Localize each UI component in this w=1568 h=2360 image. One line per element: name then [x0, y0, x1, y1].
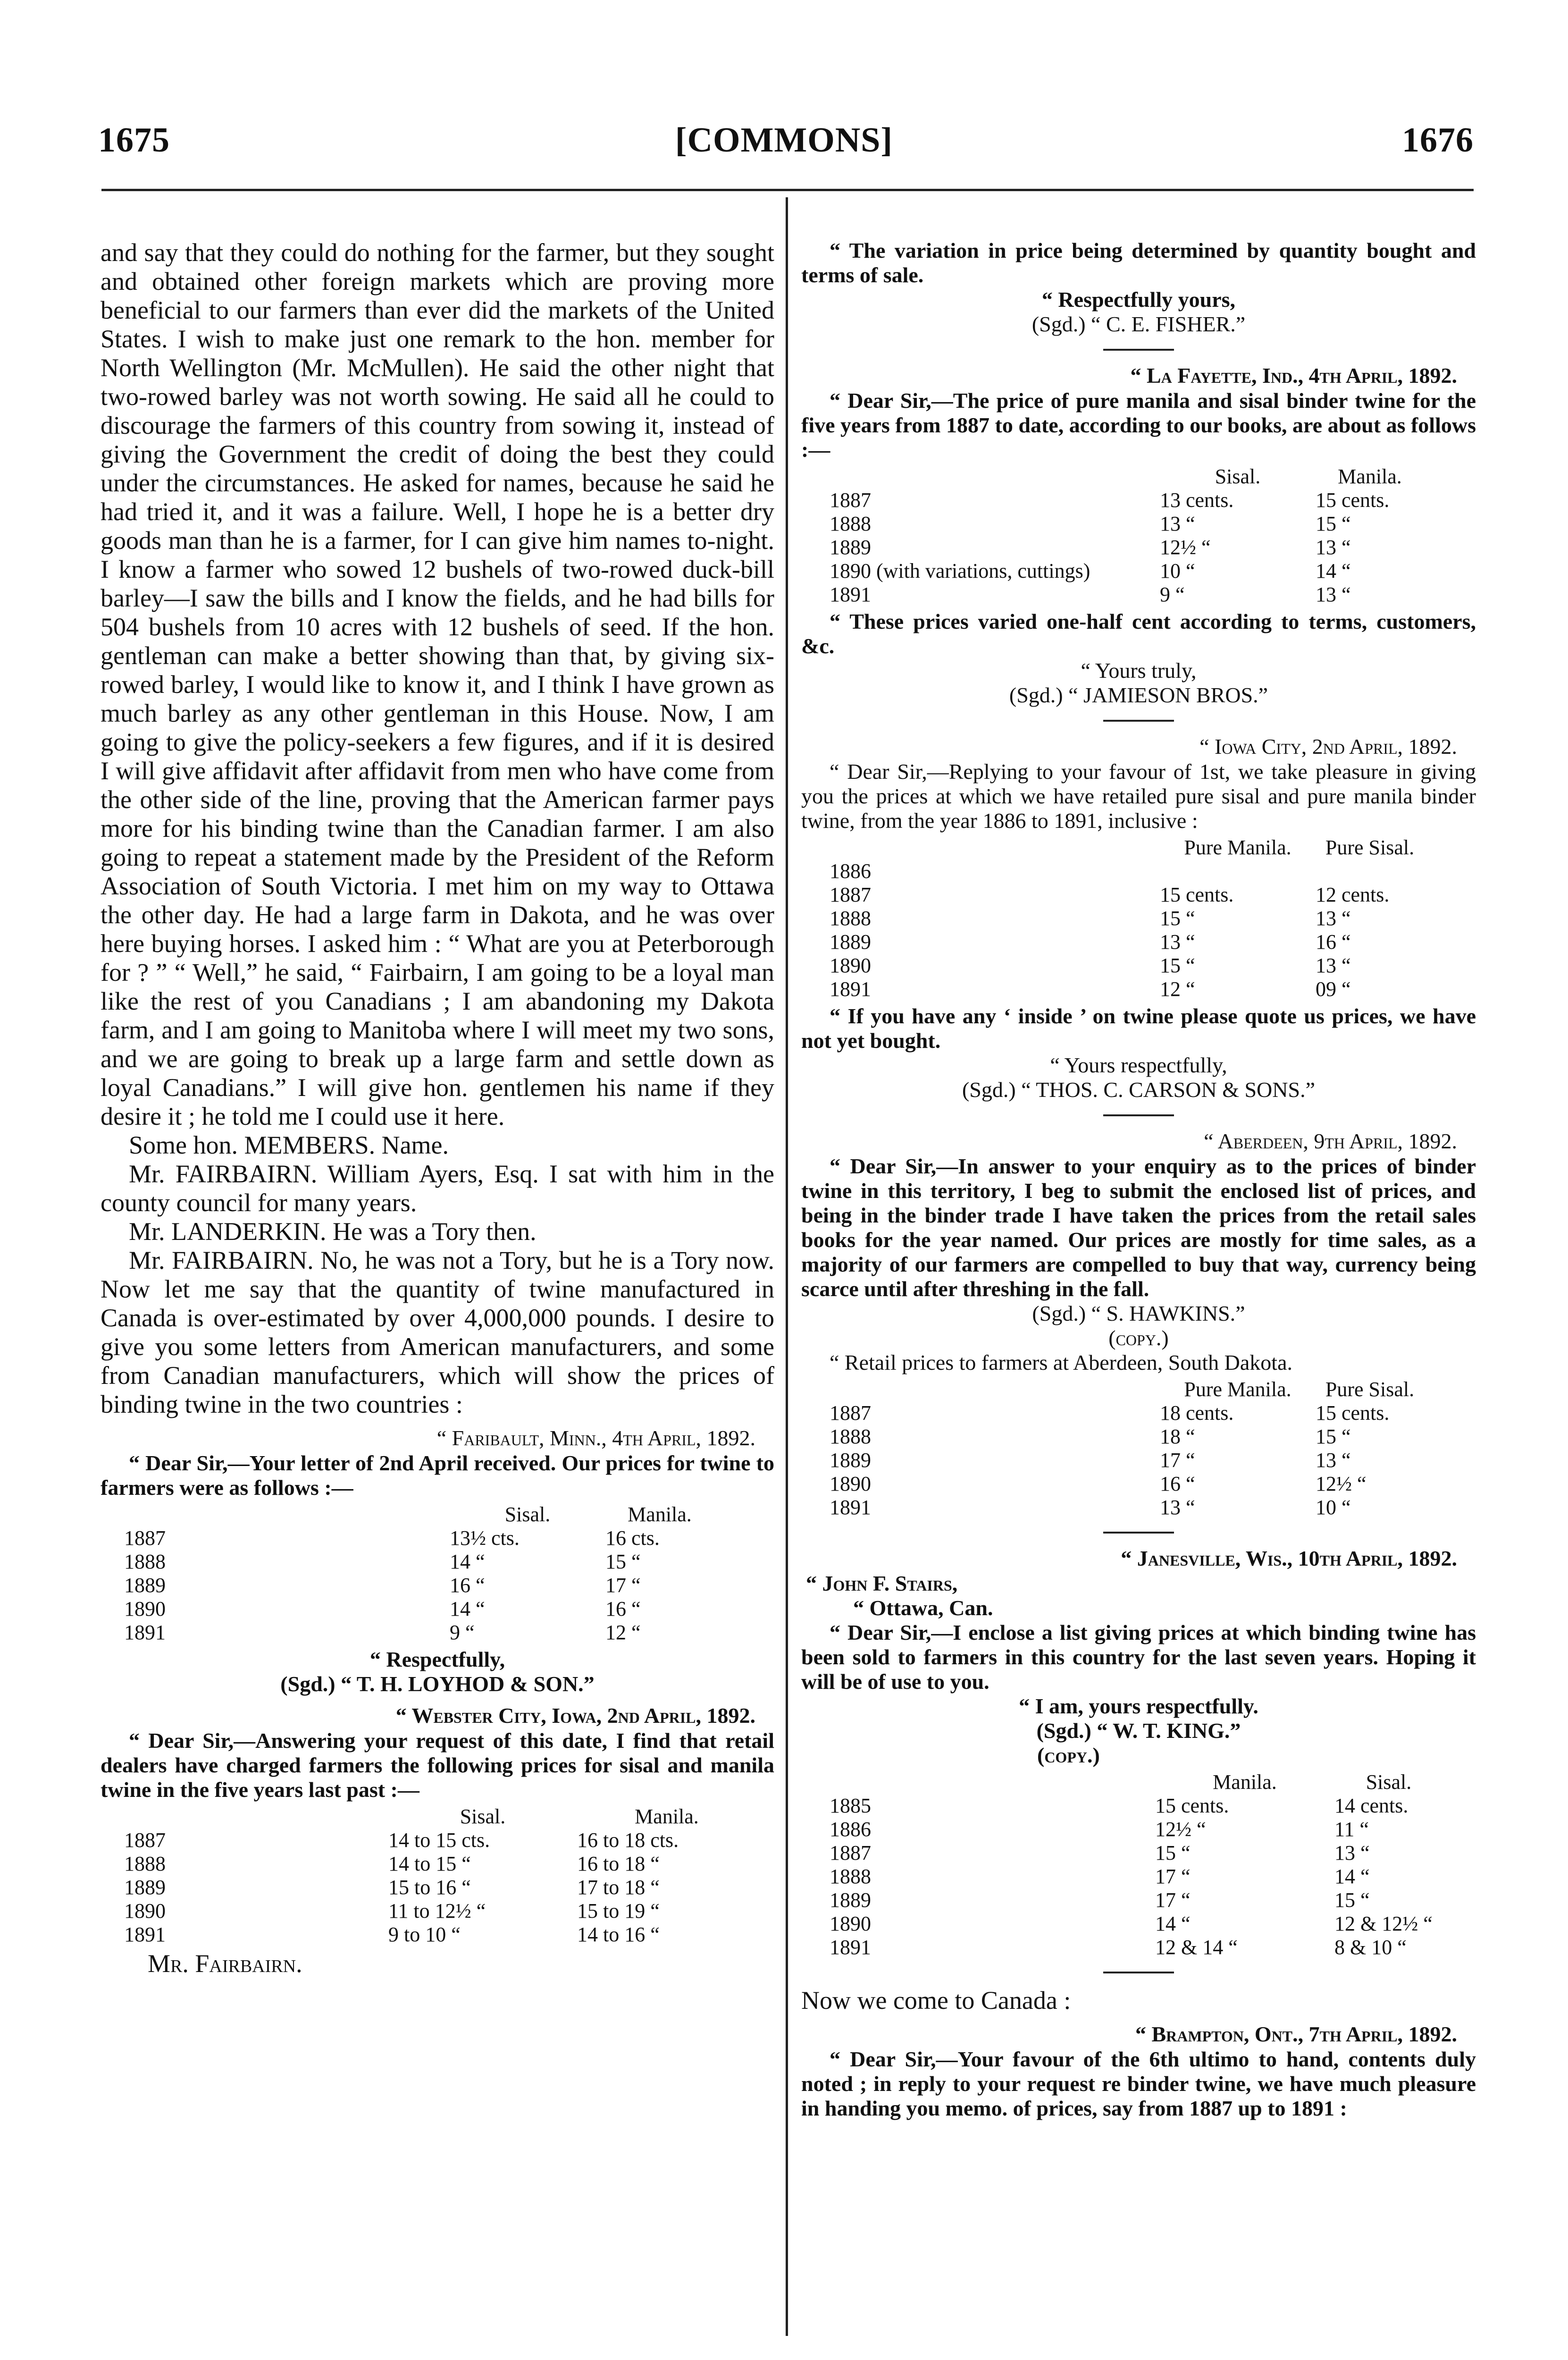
footer-speaker: Mr. Fairbairn.: [148, 1949, 302, 1978]
table-cell: 14 “: [1334, 1865, 1370, 1888]
table-cell: 1887: [830, 1841, 871, 1864]
table-cell: 12 & 12½ “: [1334, 1912, 1433, 1935]
table-cell: 1891: [830, 583, 871, 606]
table-row: [124, 1829, 756, 1852]
letter-signature: (Sgd.) “ THOS. C. CARSON & SONS.”: [962, 1078, 1316, 1102]
table-cell: 16 to 18 “: [577, 1852, 660, 1875]
table-cell: 11 to 12½ “: [388, 1899, 486, 1922]
table-cell: 9 “: [450, 1621, 475, 1644]
table-cell: 13 “: [1160, 1496, 1195, 1519]
table-row: [830, 1449, 1424, 1472]
page-number-left: 1675: [98, 121, 170, 160]
table-cell: 13 “: [1334, 1841, 1370, 1864]
table-cell: 16 cts.: [605, 1526, 660, 1550]
table-row: [830, 1794, 1443, 1818]
table-cell: 1887: [830, 1401, 871, 1424]
table-cell: 1891: [124, 1923, 166, 1946]
letter-signature: (Sgd.) “ W. T. KING.”: [1036, 1719, 1241, 1743]
letter-signature: (Sgd.) “ S. HAWKINS.”: [1032, 1301, 1245, 1325]
table-cell: 14 to 16 “: [577, 1923, 660, 1946]
table-cell: 18 cents.: [1160, 1401, 1234, 1424]
table-row: [830, 1496, 1424, 1519]
column-header: Pure Manila.: [1184, 1378, 1291, 1401]
column-header: Manila.: [1213, 1770, 1277, 1794]
letter-signature: (Sgd.) “ JAMIESON BROS.”: [1009, 683, 1268, 707]
letter-body: “ Dear Sir,—Replying to your favour of 1st, we take pleasure in giving you the prices at which we have retailed pure sisal and pure manila binder twine, from the year 1886 to 1891, inclusive :: [801, 759, 1476, 833]
letter-la-fayette: [801, 363, 1476, 708]
table-cell: 12 “: [605, 1621, 641, 1644]
table-cell: 14 to 15 “: [388, 1852, 471, 1875]
table-cell: 17 “: [1160, 1449, 1195, 1472]
interjection: Some hon. MEMBERS. Name.: [129, 1131, 449, 1159]
table-cell: 15 cents.: [1316, 489, 1390, 512]
table-cell: 1888: [124, 1852, 166, 1875]
speech-paragraph: Mr. FAIRBAIRN. No, he was not a Tory, but he is a Tory now. Now let me say that the quantity of twine manufactured in Canada is over-estimated by over 4,000,000 pounds. I desire to give you some letters from American manufacturers, and some from Canadian manufacturers, which will show the prices of binding twine in the two countries :: [101, 1246, 774, 1418]
table-cell: 15 “: [1160, 954, 1195, 977]
price-table: [830, 1378, 1424, 1519]
letter-closing: “ Respectfully yours,: [1041, 287, 1236, 312]
table-cell: 1888: [830, 1865, 871, 1888]
table-cell: 9 to 10 “: [388, 1923, 461, 1946]
letter-body: “ Dear Sir,—Your favour of the 6th ultimo to hand, contents duly noted ; in reply to your request re binder twine, we have much pleasure in handing you memo. of prices, say from 1887 up to 1891 :: [801, 2047, 1476, 2120]
table-cell: 1889: [830, 536, 871, 559]
table-cell: 1887: [830, 489, 871, 512]
table-cell: 14 “: [450, 1597, 485, 1620]
letter-dateline: “ Brampton, Ont., 7th April, 1892.: [1135, 2022, 1457, 2046]
letter-dateline: “ La Fayette, Ind., 4th April, 1892.: [1130, 363, 1457, 388]
table-cell: 16 “: [1160, 1472, 1195, 1495]
table-cell: 14 “: [1155, 1912, 1191, 1935]
column-header: Sisal.: [504, 1503, 551, 1526]
table-cell: 16 “: [605, 1597, 641, 1620]
table-cell: 13½ cts.: [450, 1526, 520, 1550]
letter-closing: “ Yours truly,: [1081, 658, 1197, 683]
table-cell: 12½ “: [1160, 536, 1211, 559]
table-row: [830, 1818, 1443, 1841]
header-rule: [101, 189, 1474, 191]
table-cell: 15 “: [1160, 907, 1195, 930]
table-cell: 15 “: [1334, 1888, 1370, 1912]
section-intro: Now we come to Canada :: [801, 1986, 1071, 2014]
table-cell: 14 “: [1316, 559, 1351, 582]
table-cell: 1888: [124, 1550, 166, 1573]
table-cell: 1890 (with variations, cuttings): [830, 559, 1090, 582]
table-cell: 1888: [830, 907, 871, 930]
table-cell: 1890: [124, 1597, 166, 1620]
table-cell: 15 “: [1155, 1841, 1191, 1864]
table-cell: 1890: [830, 1472, 871, 1495]
left-column: [101, 238, 774, 1978]
table-row: [830, 930, 1424, 954]
table-cell: [1160, 860, 1316, 883]
letter-janesville: [801, 1546, 1476, 1959]
letter-closing: “ I am, yours respectfully.: [1019, 1694, 1258, 1718]
letter-signature: (Sgd.) “ C. E. FISHER.”: [1031, 312, 1246, 336]
table-cell: 12½ “: [1316, 1472, 1367, 1495]
table-cell: [1316, 860, 1424, 883]
table-cell: 13 “: [1160, 512, 1195, 535]
letter-brampton: [801, 2022, 1476, 2121]
table-cell: 15 to 16 “: [388, 1876, 471, 1899]
table-cell: 17 “: [1155, 1865, 1191, 1888]
right-column: [801, 238, 1476, 2121]
table-cell: 14 to 15 cts.: [388, 1829, 490, 1852]
table-cell: 12½ “: [1155, 1818, 1206, 1841]
table-cell: 17 to 18 “: [577, 1876, 660, 1899]
letter-body: “ Dear Sir,—I enclose a list giving prices at which binding twine has been sold to farmers in this country for the last seven years. Hoping it will be of use to you.: [801, 1620, 1476, 1694]
table-heading: “ Retail prices to farmers at Aberdeen, South Dakota.: [830, 1350, 1293, 1374]
page-title: [COMMONS]: [675, 121, 893, 160]
letter-addressee: “ John F. Stairs,: [806, 1571, 958, 1595]
table-cell: 12 “: [1160, 978, 1195, 1001]
table-cell: 13 “: [1316, 583, 1351, 606]
letter-addressee: “ Ottawa, Can.: [853, 1596, 993, 1620]
table-row: [124, 1852, 756, 1876]
column-header: Sisal.: [1366, 1770, 1412, 1794]
price-table: [124, 1805, 756, 1947]
table-cell: 1889: [830, 1888, 871, 1912]
letter-dateline: “ Webster City, Iowa, 2nd April, 1892.: [395, 1703, 755, 1728]
column-header: Pure Manila.: [1184, 836, 1291, 859]
table-cell: 1889: [830, 930, 871, 953]
letter-dateline: “ Janesville, Wis., 10th April, 1892.: [1121, 1546, 1457, 1570]
table-row: [830, 1472, 1424, 1496]
table-row: [830, 1865, 1443, 1888]
letter-body: “ Dear Sir,—Your letter of 2nd April received. Our prices for twine to farmers were as follows :—: [101, 1451, 774, 1500]
table-cell: 11 “: [1334, 1818, 1369, 1841]
table-row: [124, 1621, 714, 1644]
table-row: [124, 1876, 756, 1899]
table-row: [124, 1526, 714, 1550]
table-cell: 1889: [124, 1876, 166, 1899]
table-cell: 12 cents.: [1316, 883, 1390, 906]
table-cell: 13 cents.: [1160, 489, 1234, 512]
column-header: Manila.: [628, 1503, 692, 1526]
table-cell: 15 cents.: [1316, 1401, 1390, 1424]
table-cell: 1889: [124, 1574, 166, 1597]
table-cell: 1887: [830, 883, 871, 906]
table-cell: 1891: [830, 1496, 871, 1519]
column-header: Sisal.: [460, 1805, 506, 1828]
letter-note: “ If you have any ‘ inside ’ on twine please quote us prices, we have not yet bought.: [801, 1004, 1476, 1053]
table-cell: 16 “: [450, 1574, 485, 1597]
speech-paragraph: and say that they could do nothing for the farmer, but they sought and obtained other foreign markets which are proving more beneficial to our farmers than ever did the markets of the United States. I wish to make just one remark to the hon. member for North Wellington (Mr. McMullen). He said the other night that two-rowed barley was not worth sowing. He said all he could to discourage the farmers of this country from sowing it, instead of giving the Government the credit of doing the best they could under the circumstances. He asked for names, because he said he had tried it, and it was a failure. Well, I hope he is a better dry goods man than he is a farmer, for I can give him names to-night. I know a farmer who sowed 12 bushels of two-rowed duck-bill barley—I saw the bills and I know the fields, and he had bills for 504 bushels from 10 acres with 12 bushels of seed. If the hon. gentleman can make a better showing than that, by giving six-rowed barley, I would like to know it, and I think I have grown as much barley as any other gentleman in this House. Now, I am going to give the policy-seekers a few figures, and if it is desired I will give affidavit after affidavit from men who have come from the other side of the line, proving that the American farmer pays more for his binding twine than the Canadian farmer. I am also going to repeat a statement made by the President of the Reform Association of South Victoria. I met him on my way to Ottawa the other day. He had a large farm in Dakota, and he was over here buying horses. I asked him : “ What are you at Peterborough for ? ” “ Well,” he said, “ Fairbairn, I am going to be a loyal man like the rest of you Canadians ; I am abandoning my Dakota farm, and I am going to Manitoba where I will meet my two sons, and we are going to break up a large farm and settle down as loyal Canadians.” I will give hon. gentlemen his name if they desire it ; he told me I could use it here.: [101, 238, 774, 1130]
column-header: Sisal.: [1215, 465, 1261, 488]
table-row: [830, 907, 1424, 930]
table-cell: 1888: [830, 1425, 871, 1448]
table-row: [830, 883, 1424, 907]
table-row: [124, 1550, 714, 1574]
column-header: Pure Sisal.: [1325, 1378, 1415, 1401]
table-cell: 1885: [830, 1794, 871, 1817]
table-cell: 1891: [830, 978, 871, 1001]
table-cell: 16 to 18 cts.: [577, 1829, 679, 1852]
column-header: Pure Sisal.: [1325, 836, 1415, 859]
table-cell: 14 “: [450, 1550, 485, 1573]
section-divider: [1103, 1972, 1174, 1973]
price-table: [124, 1503, 714, 1644]
table-cell: 18 “: [1160, 1425, 1195, 1448]
table-cell: 13 “: [1316, 907, 1351, 930]
letter-body: “ Dear Sir,—Answering your request of this date, I find that retail dealers have charged farmers the following prices for sisal and manila twine in the five years last past :—: [101, 1728, 774, 1802]
table-cell: 1887: [124, 1829, 166, 1852]
letter-faribault: [101, 1425, 774, 1696]
table-cell: 15 cents.: [1160, 883, 1234, 906]
price-table: [830, 1770, 1443, 1959]
letter-body: “ Dear Sir,—In answer to your enquiry as to the prices of binder twine in this territory, I beg to submit the enclosed list of prices, and being in the binder trade I have taken the prices from the retail sales books for the year named. Our prices are mostly for time sales, as a majority of our farmers are compelled to buy that way, currency being scarce until after threshing in the fall.: [801, 1154, 1476, 1301]
table-row: [830, 1888, 1443, 1912]
table-cell: 12 & 14 “: [1155, 1936, 1238, 1959]
letter-closing: “ Yours respectfully,: [1050, 1053, 1227, 1077]
section-divider: [1103, 349, 1174, 351]
letter-signature: (Sgd.) “ T. H. LOYHOD & SON.”: [280, 1672, 595, 1696]
table-row: [830, 489, 1424, 512]
column-header: Manila.: [1338, 465, 1402, 488]
table-row: [830, 954, 1424, 978]
table-cell: 1890: [124, 1899, 166, 1922]
letter-dateline: “ Iowa City, 2nd April, 1892.: [1199, 734, 1457, 759]
table-cell: 1891: [830, 1936, 871, 1959]
table-cell: 13 “: [1160, 930, 1195, 953]
table-row: [830, 1425, 1424, 1449]
table-cell: 1889: [830, 1449, 871, 1472]
table-cell: 1891: [124, 1621, 166, 1644]
table-row: [830, 559, 1424, 583]
table-cell: 15 to 19 “: [577, 1899, 660, 1922]
table-row: [830, 1401, 1424, 1425]
table-row: [830, 512, 1424, 536]
speech-paragraph: Mr. FAIRBAIRN. William Ayers, Esq. I sat with him in the county council for many years.: [101, 1160, 774, 1217]
table-row: [830, 536, 1424, 559]
column-header: Manila.: [635, 1805, 699, 1828]
section-divider: [1103, 1532, 1174, 1534]
section-divider: [1103, 720, 1174, 722]
table-row: [124, 1923, 756, 1947]
table-cell: 15 “: [605, 1550, 641, 1573]
page-number-right: 1676: [1402, 121, 1474, 160]
table-cell: 14 cents.: [1334, 1794, 1409, 1817]
table-row: [124, 1574, 714, 1597]
letter-body: “ The variation in price being determined by quantity bought and terms of sale.: [801, 238, 1476, 287]
table-row: [124, 1899, 756, 1923]
table-cell: 15 cents.: [1155, 1794, 1229, 1817]
table-cell: 10 “: [1316, 1496, 1351, 1519]
table-row: [830, 860, 1424, 883]
table-cell: 17 “: [1155, 1888, 1191, 1912]
letter-iowa-city: [801, 734, 1476, 1102]
table-cell: 1890: [830, 1912, 871, 1935]
column-divider: [786, 197, 788, 2336]
letter-body: “ Dear Sir,—The price of pure manila and sisal binder twine for the five years from 1887 to date, according to our books, are about as follows :—: [801, 388, 1476, 462]
table-row: [830, 583, 1424, 607]
table-row: [124, 1597, 714, 1621]
table-cell: 13 “: [1316, 536, 1351, 559]
table-cell: 13 “: [1316, 954, 1351, 977]
table-cell: 9 “: [1160, 583, 1185, 606]
table-cell: 15 “: [1316, 1425, 1351, 1448]
table-cell: 09 “: [1316, 978, 1351, 1001]
letter-note: “ These prices varied one-half cent according to terms, customers, &c.: [801, 609, 1476, 658]
price-table: [830, 465, 1424, 607]
letter-dateline: “ Aberdeen, 9th April, 1892.: [1204, 1129, 1457, 1153]
table-cell: 1886: [830, 1818, 871, 1841]
section-divider: [1103, 1114, 1174, 1116]
table-cell: 1890: [830, 954, 871, 977]
table-cell: 1886: [830, 860, 871, 883]
letter-closing: “ Respectfully,: [369, 1647, 505, 1671]
table-cell: 1888: [830, 512, 871, 535]
letter-dateline: “ Faribault, Minn., 4th April, 1892.: [436, 1426, 755, 1450]
price-table: [830, 836, 1424, 1001]
table-cell: 8 & 10 “: [1334, 1936, 1407, 1959]
table-row: [830, 1936, 1443, 1959]
copy-label: (copy.): [1037, 1743, 1100, 1767]
table-cell: 13 “: [1316, 1449, 1351, 1472]
table-cell: 1887: [124, 1526, 166, 1550]
table-cell: 15 “: [1316, 512, 1351, 535]
copy-label: (copy.): [1108, 1326, 1169, 1350]
letter-aberdeen: [801, 1129, 1476, 1519]
interjection: Mr. LANDERKIN. He was a Tory then.: [129, 1217, 537, 1246]
table-cell: 17 “: [605, 1574, 641, 1597]
table-row: [830, 1841, 1443, 1865]
table-cell: 10 “: [1160, 559, 1195, 582]
letter-webster-city: [101, 1703, 774, 1978]
table-row: [830, 978, 1424, 1001]
table-cell: 16 “: [1316, 930, 1351, 953]
table-row: [830, 1912, 1443, 1936]
